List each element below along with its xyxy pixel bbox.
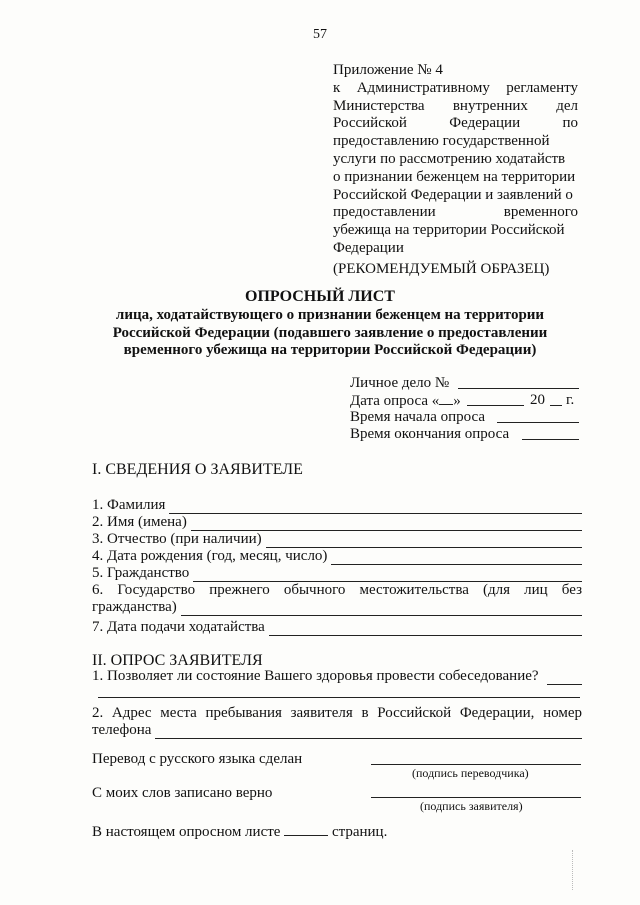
field-surname-input[interactable]: [169, 500, 582, 514]
section2-heading: II. ОПРОС ЗАЯВИТЕЛЯ: [92, 652, 263, 669]
appendix-line: Министерства внутренних дел: [333, 97, 578, 114]
appendix-block: [333, 62, 578, 258]
appendix-line: предоставлении временного: [333, 204, 578, 221]
field-citizenship-label: 5. Гражданство: [92, 565, 190, 581]
survey-month-field[interactable]: [467, 405, 524, 406]
survey-date-open: Дата опроса «: [350, 393, 440, 409]
case-number-field[interactable]: [458, 388, 579, 389]
recommended-sample-note: (РЕКОМЕНДУЕМЫЙ ОБРАЗЕЦ): [333, 261, 550, 277]
question-health-answer-line[interactable]: [98, 697, 580, 698]
document-subtitle: лица, ходатайствующего о признании беженцем на территории Российской Федерации (подавшего заявление о предоставлении временного убежища на территории Российской Федерации): [112, 307, 548, 359]
field-patronymic-input[interactable]: [266, 534, 582, 548]
appendix-line: к Административному регламенту: [333, 79, 578, 96]
pages-count-field[interactable]: [284, 823, 328, 836]
survey-day-field[interactable]: [439, 392, 453, 405]
field-birthdate-label: 4. Дата рождения (год, месяц, число): [92, 548, 328, 564]
pages-count: [92, 823, 387, 841]
question-address-label: 2. Адрес места пребывания заявителя в Российской Федерации, номер: [92, 705, 582, 721]
question-health: [92, 668, 582, 685]
survey-date-close: »: [453, 393, 461, 409]
field-patronymic: [92, 531, 582, 548]
translator-signature-caption: (подпись переводчика): [412, 766, 529, 780]
field-petition-date-input[interactable]: [269, 622, 582, 636]
field-former-residence-label: 6. Государство прежнего обычного местожительства (для лиц без: [92, 582, 582, 598]
translation-label: Перевод с русского языка сделан: [92, 751, 303, 767]
start-time-label: Время начала опроса: [350, 409, 486, 425]
question-health-answer[interactable]: [547, 671, 582, 685]
question-health-label: 1. Позволяет ли состояние Вашего здоровья провести собеседование?: [92, 668, 539, 684]
field-patronymic-label: 3. Отчество (при наличии): [92, 531, 262, 547]
field-former-residence-label-cont: гражданства): [92, 599, 177, 615]
survey-date-label: [350, 392, 461, 410]
document-title: ОПРОСНЫЙ ЛИСТ: [245, 288, 395, 305]
field-petition-date-label: 7. Дата подачи ходатайства: [92, 619, 265, 635]
applicant-signature-caption: (подпись заявителя): [420, 799, 523, 813]
appendix-line: Федерации: [333, 239, 404, 256]
survey-year-prefix: 20: [530, 392, 545, 408]
field-name: [92, 514, 582, 531]
question-address: [92, 722, 582, 739]
question-address-input[interactable]: [155, 725, 582, 739]
field-citizenship-input[interactable]: [193, 568, 582, 582]
scan-artifact: [572, 850, 574, 890]
page-number: 57: [313, 27, 327, 42]
pages-count-prefix: В настоящем опросном листе: [92, 824, 281, 840]
section1-heading: I. СВЕДЕНИЯ О ЗАЯВИТЕЛЕ: [92, 461, 303, 478]
question-address-label-cont: телефона: [92, 722, 152, 738]
field-name-label: 2. Имя (имена): [92, 514, 187, 530]
field-name-input[interactable]: [191, 517, 582, 531]
appendix-line: о признании беженцем на территории: [333, 168, 576, 185]
field-citizenship: [92, 565, 582, 582]
field-former-residence: [92, 599, 582, 616]
translator-signature-field[interactable]: [371, 764, 581, 765]
end-time-label: Время окончания опроса: [350, 426, 510, 442]
appendix-line: услуги по рассмотрению ходатайств: [333, 150, 566, 167]
start-time-field[interactable]: [497, 422, 579, 423]
appendix-line: Российской Федерации по: [333, 115, 578, 132]
field-birthdate: [92, 548, 582, 565]
field-surname: [92, 497, 582, 514]
appendix-line: Приложение № 4: [333, 62, 443, 78]
appendix-line: предоставлению государственной: [333, 133, 550, 150]
pages-count-suffix: страниц.: [331, 824, 388, 840]
appendix-line: Российской Федерации и заявлений о: [333, 186, 573, 203]
field-former-residence-input[interactable]: [181, 602, 582, 616]
appendix-line: убежища на территории Российской: [333, 222, 565, 239]
field-surname-label: 1. Фамилия: [92, 497, 166, 513]
field-birthdate-input[interactable]: [331, 551, 582, 565]
survey-year-suffix: г.: [566, 392, 575, 408]
field-petition-date: [92, 619, 582, 636]
case-number-label: Личное дело №: [350, 375, 450, 391]
applicant-signature-field[interactable]: [371, 797, 581, 798]
recorded-label: С моих слов записано верно: [92, 785, 273, 801]
end-time-field[interactable]: [522, 439, 579, 440]
survey-year-field[interactable]: [550, 405, 562, 406]
